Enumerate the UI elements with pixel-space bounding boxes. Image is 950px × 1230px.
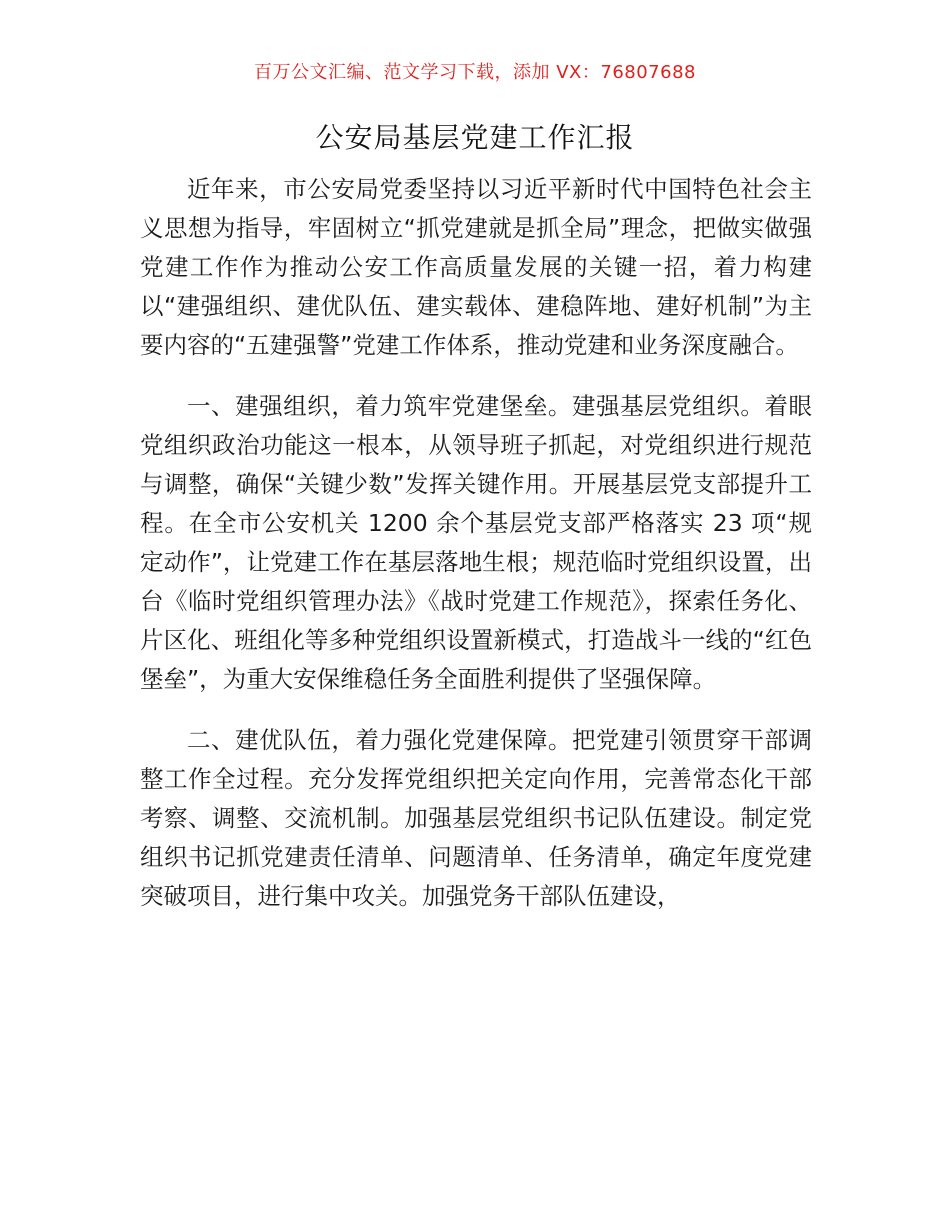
page-title: 公安局基层党建工作汇报 <box>315 121 635 154</box>
paragraph-intro: 近年来，市公安局党委坚持以习近平新时代中国特色社会主义思想为指导，牢固树立“抓党建就是抓全局”理念，把做实做强党建工作作为推动公安工作高质量发展的关键一招，着力构建以“建强组织、建优队伍、建实载体、建稳阵地、建好机制”为主要内容的“五建强警”党建工作体系，推动党建和业务深度融合。 <box>140 175 812 359</box>
document-body <box>140 170 812 938</box>
paragraph-section-2: 二、建优队伍，着力强化党建保障。把党建引领贯穿干部调整工作全过程。充分发挥党组织把关定向作用，完善常态化干部考察、调整、交流机制。加强基层党组织书记队伍建设。制定党组织书记抓党建责任清单、问题清单、任务清单，确定年度党建突破项目，进行集中攻关。加强党务干部队伍建设， <box>140 726 812 910</box>
header-banner: 百万公文汇编、范文学习下载，添加 VX：76807688 <box>254 62 696 83</box>
paragraph-section-1: 一、建强组织，着力筑牢党建堡垒。建强基层党组织。着眼党组织政治功能这一根本，从领导班子抓起，对党组织进行规范与调整，确保“关键少数”发挥关键作用。开展基层党支部提升工程。在全市公安机关 1200 余个基层党支部严格落实 23 项“规定动作”，让党建工作在基层落地生根；规范临时党组织设置，出台《临时党组织管理办法》《战时党建工作规范》，探索任务化、片区化、班组化等多种党组织设置新模式，打造战斗一线的“红色堡垒”，为重大安保维稳任务全面胜利提供了坚强保障。 <box>140 392 812 693</box>
